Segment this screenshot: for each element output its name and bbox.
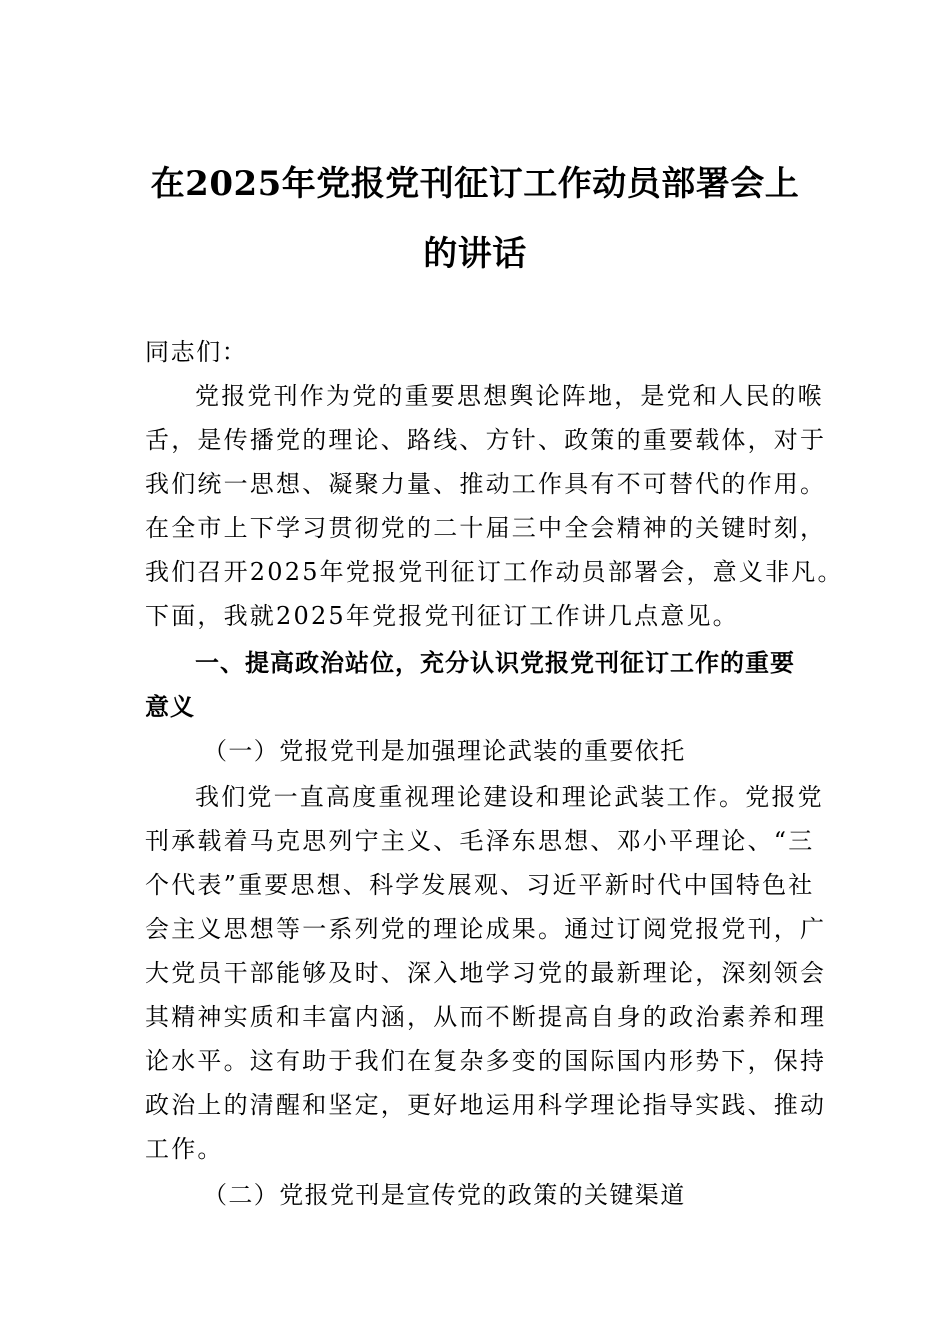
subsection-1-line-9: 工作。 [145,1135,224,1163]
subsection-1-line-5: 大党员干部能够及时、深入地学习党的最新理论，深刻领会 [145,959,827,987]
section-1-heading-line-2: 意义 [145,693,195,721]
subsection-1-line-1: 我们党一直高度重视理论建设和理论武装工作。党报党 [195,783,824,811]
document-title-line-1: 在2025年党报党刊征订工作动员部署会上 [150,164,800,204]
intro-line-4: 在全市上下学习贯彻党的二十届三中全会精神的关键时刻， [145,514,827,542]
subsection-1-line-7: 论水平。这有助于我们在复杂多变的国际国内形势下，保持 [145,1047,827,1075]
subsection-1-line-2: 刊承载着马克思列宁主义、毛泽东思想、邓小平理论、“三 [145,827,815,855]
subsection-1-line-8: 政治上的清醒和坚定，更好地运用科学理论指导实践、推动 [145,1091,827,1119]
subsection-1-line-6: 其精神实质和丰富内涵，从而不断提高自身的政治素养和理 [145,1003,827,1031]
salutation: 同志们： [145,338,248,366]
intro-line-3: 我们统一思想、凝聚力量、推动工作具有不可替代的作用。 [145,470,827,498]
intro-line-6: 下面，我就2025年党报党刊征订工作讲几点意见。 [145,602,739,630]
subsection-1-line-4: 会主义思想等一系列党的理论成果。通过订阅党报党刊，广 [145,915,827,943]
intro-line-1: 党报党刊作为党的重要思想舆论阵地，是党和人民的喉 [195,382,824,410]
document-title-line-2: 的讲话 [423,234,527,274]
section-1-heading-line-1: 一、提高政治站位，充分认识党报党刊征订工作的重要 [195,649,795,677]
subsection-1-line-3: 个代表”重要思想、科学发展观、习近平新时代中国特色社 [145,871,815,899]
subsection-2-heading: （二）党报党刊是宣传党的政策的关键渠道 [203,1181,686,1209]
subsection-1-heading: （一）党报党刊是加强理论武装的重要依托 [203,737,686,765]
intro-line-2: 舌，是传播党的理论、路线、方针、政策的重要载体，对于 [145,426,827,454]
intro-line-5: 我们召开2025年党报党刊征订工作动员部署会，意义非凡。 [145,558,844,586]
